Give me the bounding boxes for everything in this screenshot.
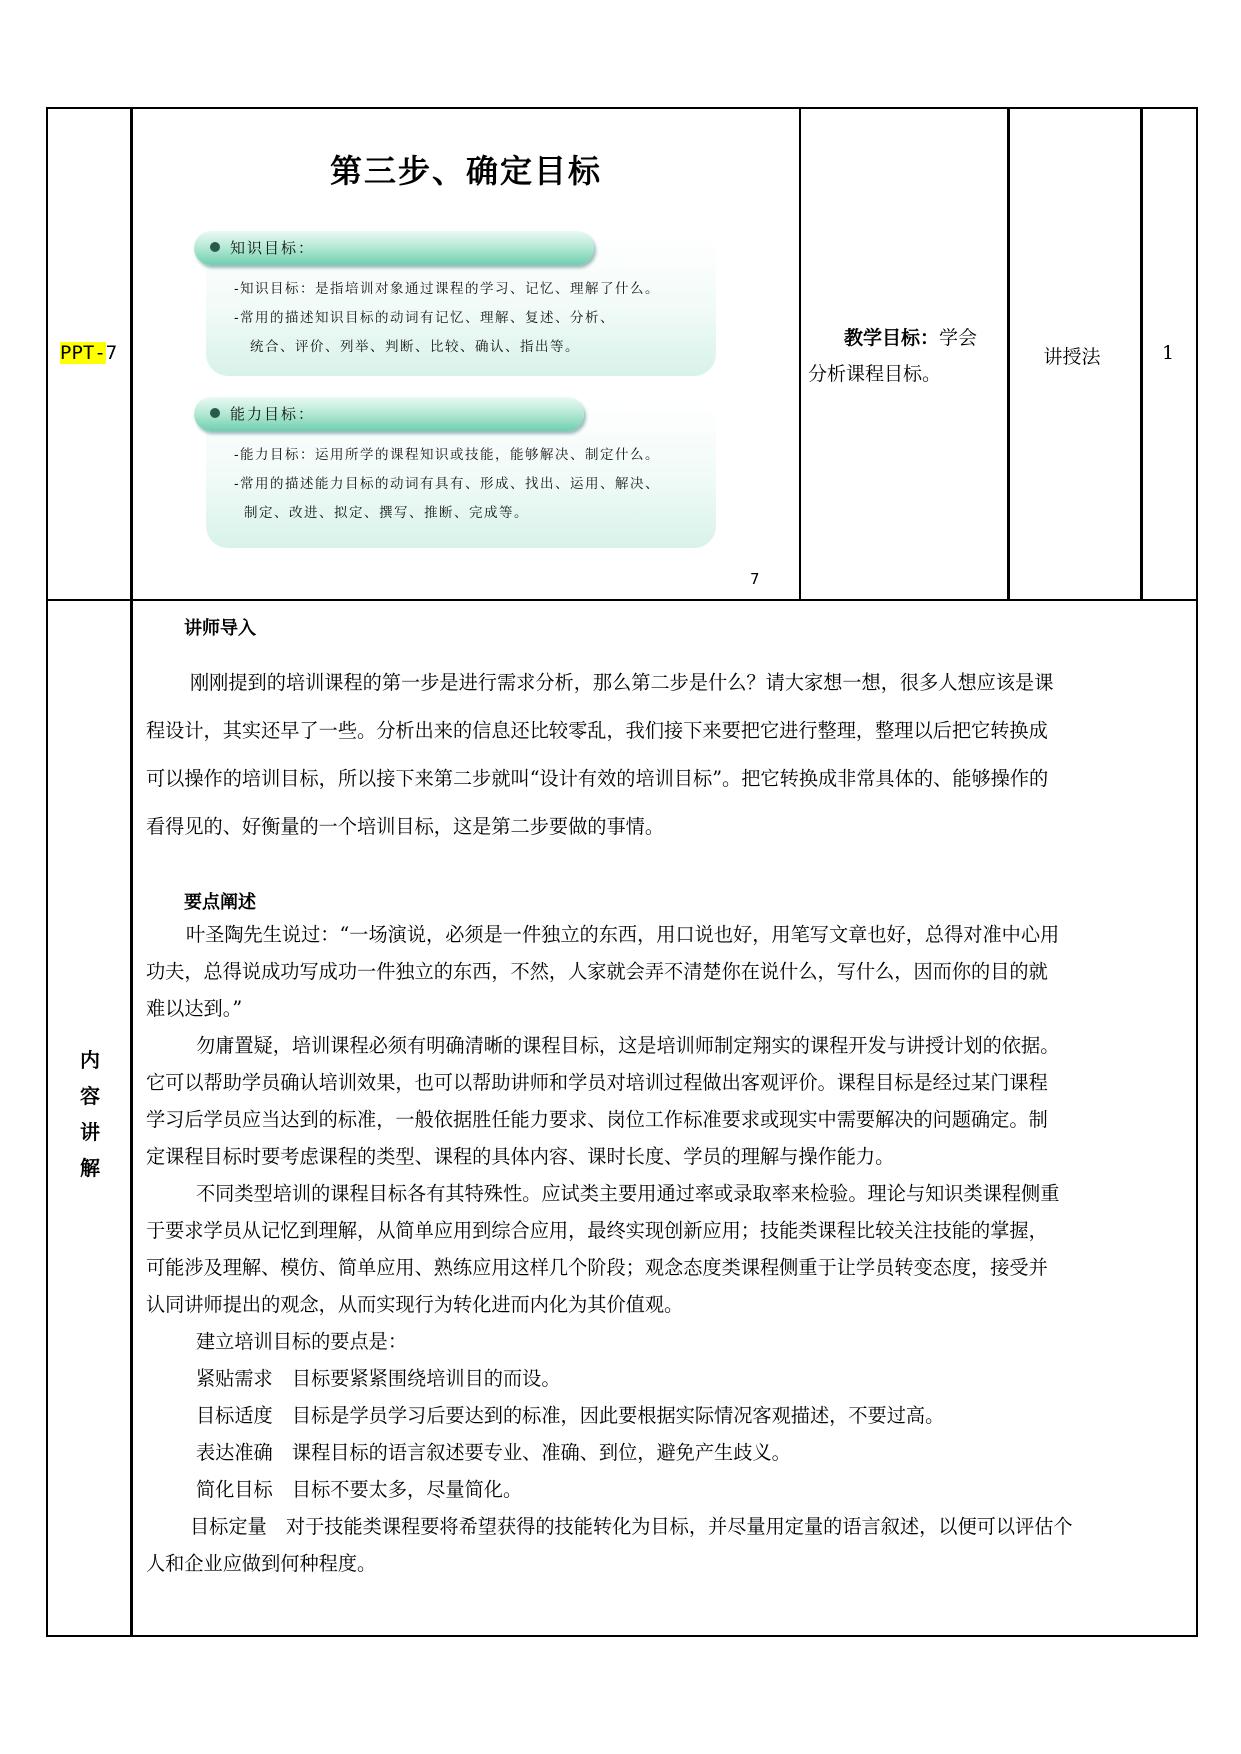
side-title-char: 内 xyxy=(80,1048,100,1072)
key-line: 功夫，总得说成功写成功一件独立的东西，不然，人家就会弄不清楚你在说什么，写什么，因而你的目的就 xyxy=(146,960,1048,983)
slide-page-number: 7 xyxy=(750,570,760,588)
ability-pill xyxy=(194,397,584,431)
goal-label: 教学目标： xyxy=(844,327,940,349)
key-line: 难以达到。” xyxy=(146,997,243,1020)
section-side-title xyxy=(78,1042,102,1186)
intro-line: 可以操作的培训目标，所以接下来第二步就叫“设计有效的培训目标”。把它转换成非常具体的、能够操作的 xyxy=(146,767,1049,790)
knowledge-label: 知识目标： xyxy=(230,239,316,257)
column-divider xyxy=(130,107,133,1637)
key-line: 认同讲师提出的观念，从而实现行为转化进而内化为其价值观。 xyxy=(146,1293,684,1316)
key-line: 于要求学员从记忆到理解，从简单应用到综合应用，最终实现创新应用；技能类课程比较关注技能的掌握， xyxy=(146,1219,1048,1242)
intro-line: 看得见的、好衡量的一个培训目标，这是第二步要做的事情。 xyxy=(146,815,665,838)
teaching-method: 讲授法 xyxy=(1043,346,1101,368)
key-line: 勿庸置疑，培训课程必须有明确清晰的课程目标，这是培训师制定翔实的课程开发与讲授计划的依据。 xyxy=(196,1034,1060,1057)
key-points-heading: 要点阐述 xyxy=(184,892,256,913)
ability-line: -常用的描述能力目标的动词有具有、形成、找出、运用、解决、 xyxy=(234,476,661,492)
key-line: 它可以帮助学员确认培训效果，也可以帮助讲师和学员对培训过程做出客观评价。课程目标是经过某门课程 xyxy=(146,1071,1048,1094)
key-line: 人和企业应做到何种程度。 xyxy=(146,1552,377,1575)
column-divider xyxy=(799,107,801,601)
key-line: 定课程目标时要考虑课程的类型、课程的具体内容、课时长度、学员的理解与操作能力。 xyxy=(146,1145,895,1168)
knowledge-line: 统合、评价、列举、判断、比较、确认、指出等。 xyxy=(250,339,580,355)
row-divider xyxy=(46,599,1198,601)
key-line: 可能涉及理解、模仿、简单应用、熟练应用这样几个阶段；观念态度类课程侧重于让学员转变态度，接受并 xyxy=(146,1256,1048,1279)
period-count: 1 xyxy=(1161,342,1175,364)
key-line: 目标适度 目标是学员学习后要达到的标准，因此要根据实际情况客观描述，不要过高。 xyxy=(196,1404,945,1427)
slide-thumbnail xyxy=(136,110,796,595)
intro-line: 刚刚提到的培训课程的第一步是进行需求分析，那么第二步是什么？请大家想一想，很多人想应该是课 xyxy=(190,671,1054,694)
goal-text: 学会分析课程目标。 xyxy=(808,327,978,385)
key-line: 学习后学员应当达到的标准，一般依据胜任能力要求、岗位工作标准要求或现实中需要解决的问题确定。制 xyxy=(146,1108,1048,1131)
ppt-label: PPT-7 xyxy=(60,342,118,364)
bullet-icon xyxy=(210,408,220,418)
knowledge-pill xyxy=(194,231,594,265)
intro-line: 程设计，其实还早了一些。分析出来的信息还比较零乱，我们接下来要把它进行整理，整理以后把它转换成 xyxy=(146,719,1048,742)
side-title-char: 容 xyxy=(80,1084,100,1108)
key-line: 表达准确 课程目标的语言叙述要专业、准确、到位，避免产生歧义。 xyxy=(196,1441,791,1464)
ability-line: 制定、改进、拟定、撰写、推断、完成等。 xyxy=(244,505,529,521)
knowledge-line: -常用的描述知识目标的动词有记忆、理解、复述、分析、 xyxy=(234,310,616,326)
teaching-goal xyxy=(808,320,996,392)
key-line: 简化目标 目标不要太多，尽量简化。 xyxy=(196,1478,523,1501)
knowledge-line: -知识目标：是指培训对象通过课程的学习、记忆、理解了什么。 xyxy=(234,281,661,297)
ability-label: 能力目标： xyxy=(230,405,316,423)
key-line: 紧贴需求 目标要紧紧围绕培训目的而设。 xyxy=(196,1367,561,1390)
slide-title: 第三步、确定目标 xyxy=(329,152,602,190)
key-line: 建立培训目标的要点是： xyxy=(196,1330,408,1353)
key-line: 目标定量 对于技能类课程要将希望获得的技能转化为目标，并尽量用定量的语言叙述，以便可以评估个 xyxy=(190,1515,1073,1538)
side-title-char: 解 xyxy=(80,1156,100,1180)
key-line: 叶圣陶先生说过：“一场演说，必须是一件独立的东西，用口说也好，用笔写文章也好，总得对准中心用 xyxy=(186,923,1060,946)
intro-heading: 讲师导入 xyxy=(184,618,256,639)
bullet-icon xyxy=(210,242,220,252)
side-title-char: 讲 xyxy=(80,1120,100,1144)
key-line: 不同类型培训的课程目标各有其特殊性。应试类主要用通过率或录取率来检验。理论与知识类课程侧重 xyxy=(196,1182,1060,1205)
ability-line: -能力目标：运用所学的课程知识或技能，能够解决、制定什么。 xyxy=(234,447,661,463)
